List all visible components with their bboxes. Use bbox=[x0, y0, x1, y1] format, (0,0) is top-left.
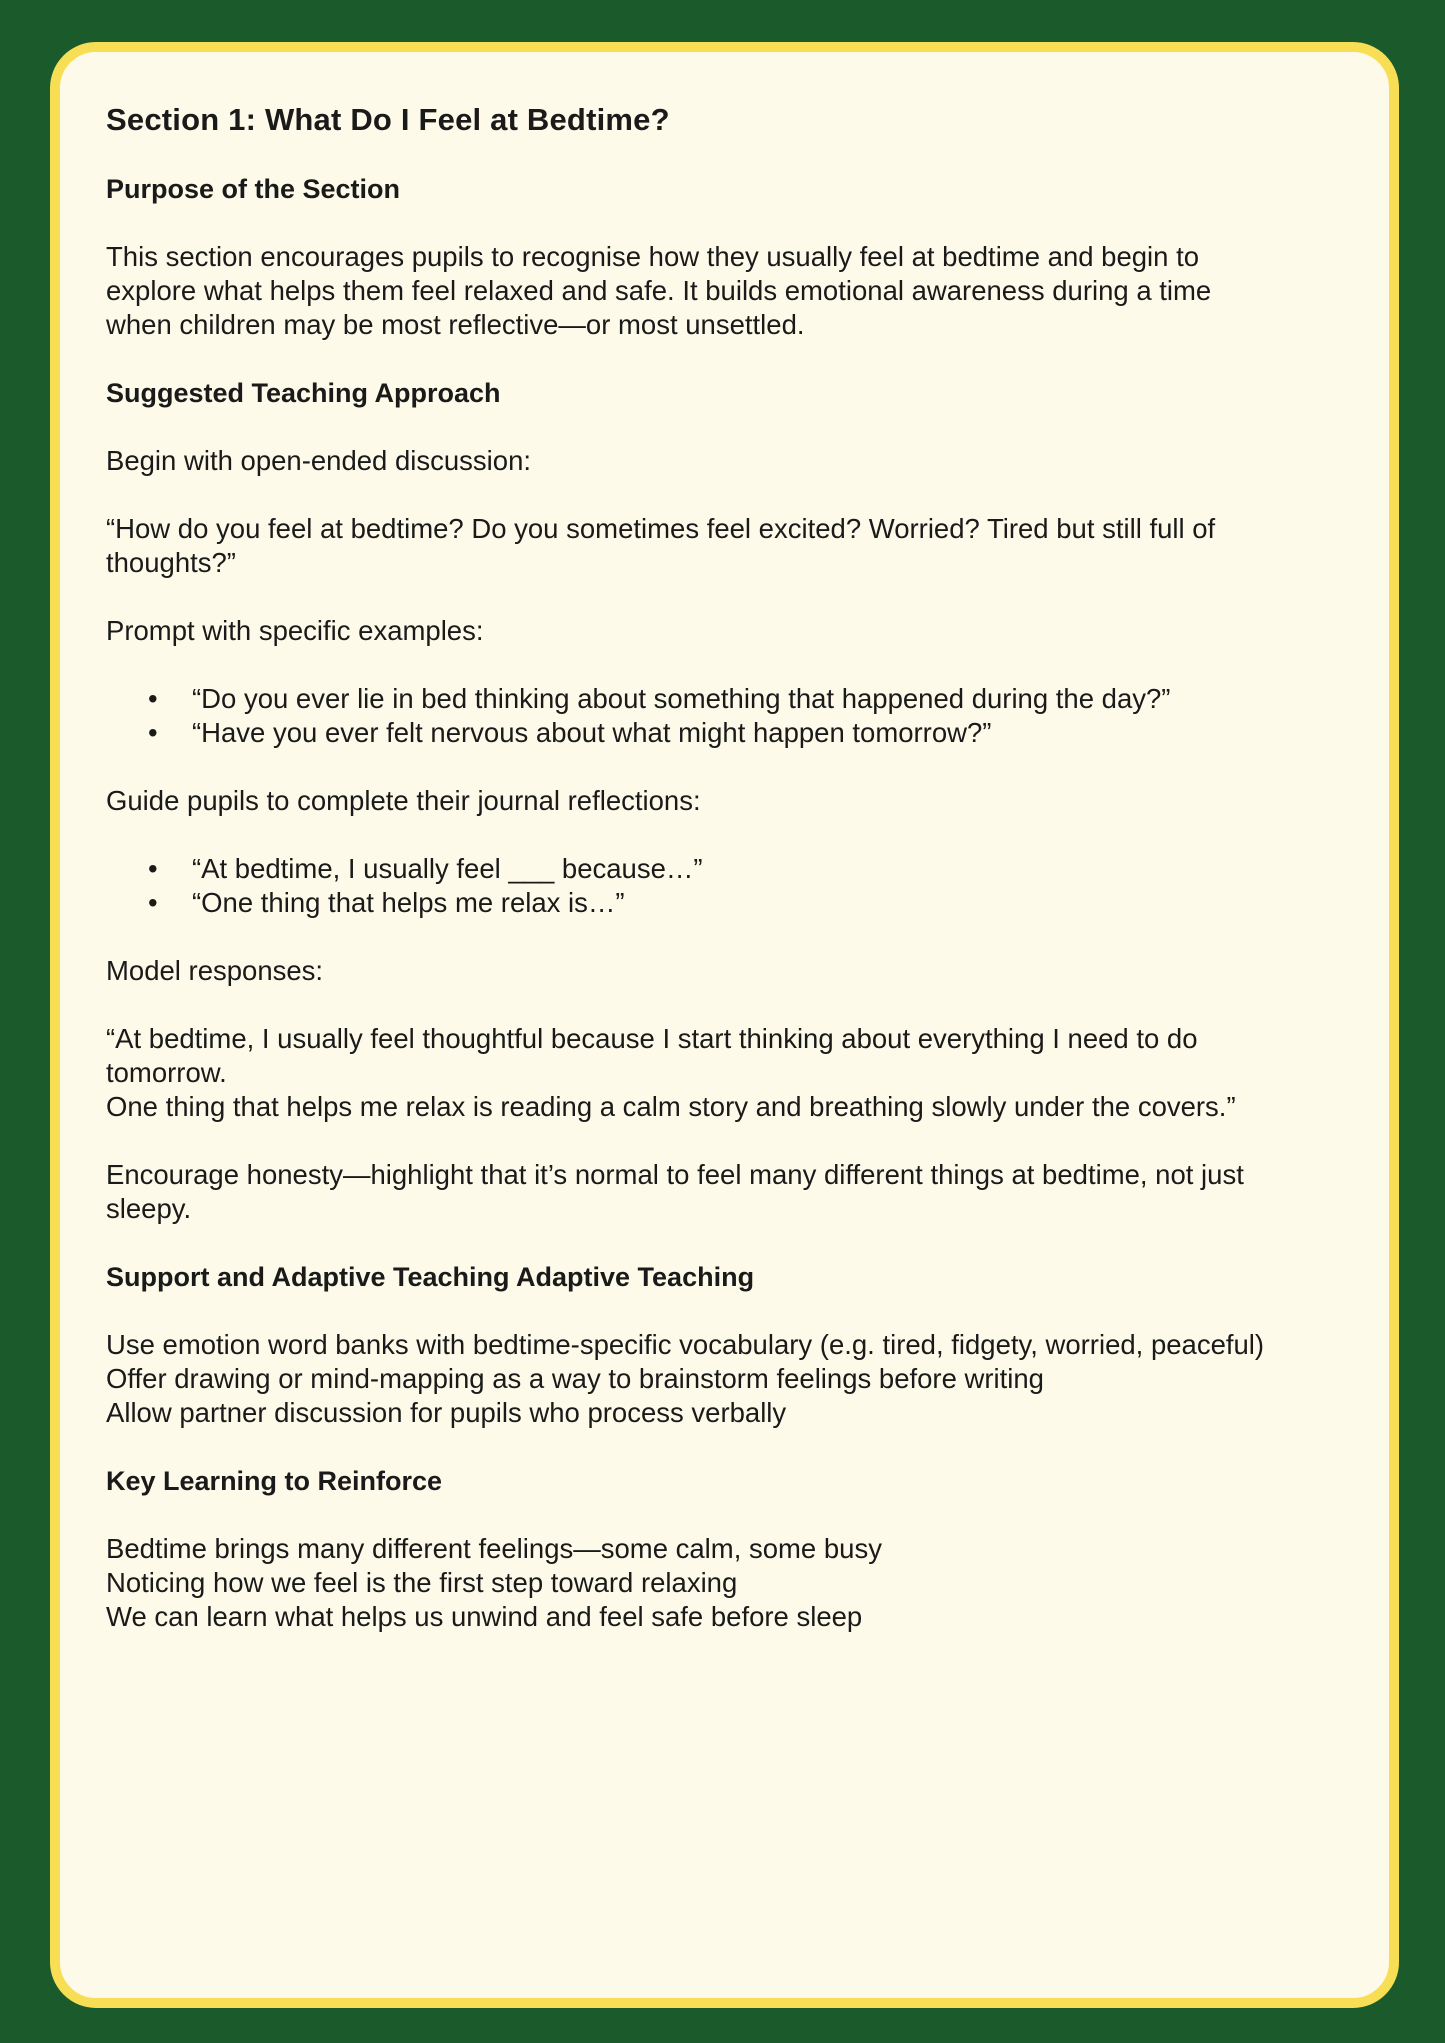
purpose-paragraph bbox=[106, 240, 1356, 342]
encourage-paragraph bbox=[106, 1158, 1356, 1226]
model-line: One thing that helps me relax is reading a calm story and breathing slowly under the covers.” bbox=[106, 1091, 1236, 1122]
list-item bbox=[106, 886, 1356, 920]
key-learning-paragraph bbox=[106, 1532, 1356, 1634]
approach-intro: Begin with open-ended discussion: bbox=[106, 445, 532, 476]
question-line: thoughts?” bbox=[106, 547, 236, 578]
list-item bbox=[106, 852, 1356, 886]
key-learning-heading: Key Learning to Reinforce bbox=[106, 1466, 443, 1496]
guide-intro: Guide pupils to complete their journal reflections: bbox=[106, 785, 701, 816]
support-heading: Support and Adaptive Teaching Adaptive Teaching bbox=[106, 1262, 755, 1292]
support-paragraph bbox=[106, 1328, 1356, 1430]
list-item-text: “At bedtime, I usually feel ___ because…” bbox=[192, 853, 703, 884]
support-line: Use emotion word banks with bedtime-specific vocabulary (e.g. tired, fidgety, worried, peaceful) bbox=[106, 1329, 1265, 1360]
approach-heading: Suggested Teaching Approach bbox=[106, 378, 501, 408]
model-intro: Model responses: bbox=[106, 955, 324, 986]
support-line: Allow partner discussion for pupils who process verbally bbox=[106, 1397, 787, 1428]
list-item bbox=[106, 716, 1356, 750]
key-learning-line: We can learn what helps us unwind and feel safe before sleep bbox=[106, 1601, 863, 1632]
reflection-list bbox=[106, 852, 1356, 920]
list-item-text: “Have you ever felt nervous about what might happen tomorrow?” bbox=[192, 717, 992, 748]
bullet-icon: • bbox=[148, 853, 158, 884]
key-learning-line: Noticing how we feel is the first step toward relaxing bbox=[106, 1567, 738, 1598]
prompt-list bbox=[106, 682, 1356, 750]
bullet-icon: • bbox=[148, 683, 158, 714]
question-line: “How do you feel at bedtime? Do you sometimes feel excited? Worried? Tired but still full of bbox=[106, 513, 1216, 544]
list-item-text: “Do you ever lie in bed thinking about something that happened during the day?” bbox=[192, 683, 1171, 714]
model-line: tomorrow. bbox=[106, 1057, 227, 1088]
list-item-text: “One thing that helps me relax is…” bbox=[192, 887, 625, 918]
key-learning-line: Bedtime brings many different feelings—some calm, some busy bbox=[106, 1533, 882, 1564]
encourage-line: sleepy. bbox=[106, 1193, 192, 1224]
list-item bbox=[106, 682, 1356, 716]
purpose-line: This section encourages pupils to recognise how they usually feel at bedtime and begin to bbox=[106, 241, 1200, 272]
purpose-line: when children may be most reflective—or most unsettled. bbox=[106, 309, 805, 340]
model-response bbox=[106, 1022, 1356, 1124]
bullet-icon: • bbox=[148, 887, 158, 918]
bullet-icon: • bbox=[148, 717, 158, 748]
support-line: Offer drawing or mind-mapping as a way to brainstorm feelings before writing bbox=[106, 1363, 1044, 1394]
page-title: Section 1: What Do I Feel at Bedtime? bbox=[106, 102, 670, 137]
document-content bbox=[106, 98, 1356, 1634]
purpose-heading: Purpose of the Section bbox=[106, 174, 401, 204]
approach-question bbox=[106, 512, 1356, 580]
encourage-line: Encourage honesty—highlight that it’s normal to feel many different things at bedtime, not just bbox=[106, 1159, 1244, 1190]
model-line: “At bedtime, I usually feel thoughtful because I start thinking about everything I need to do bbox=[106, 1023, 1198, 1054]
prompt-intro: Prompt with specific examples: bbox=[106, 615, 484, 646]
purpose-line: explore what helps them feel relaxed and safe. It builds emotional awareness during a time bbox=[106, 275, 1212, 306]
